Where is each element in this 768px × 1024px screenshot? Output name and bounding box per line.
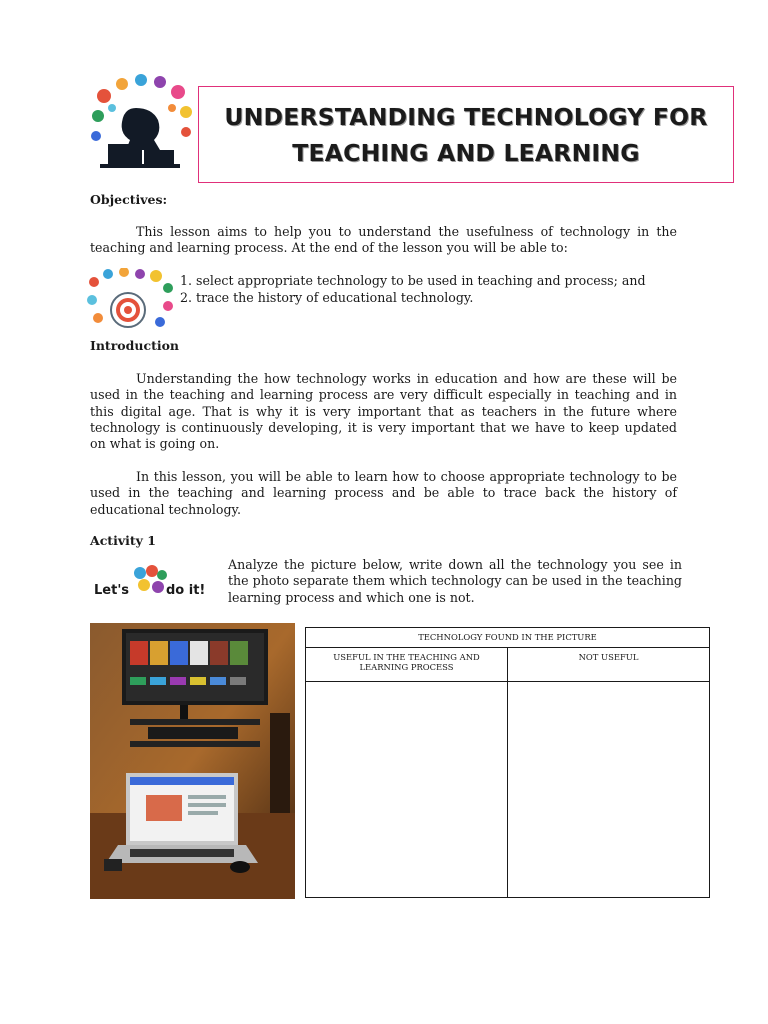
objectives-heading: Objectives: — [90, 192, 168, 207]
objectives-intro: This lesson aims to help you to understand the usefulness of technology in the teaching and learning process. At the end of the lesson you will be able to: — [90, 224, 677, 256]
title-line-1: UNDERSTANDING TECHNOLOGY FOR — [224, 102, 708, 131]
objective-item-2: 2. trace the history of educational technology. — [180, 289, 474, 305]
activity-instructions: Analyze the picture below, write down all the technology you see in the photo separate them which technology can be used in the teaching learning process and which one is not. — [228, 557, 682, 605]
objective-item-1: 1. select appropriate technology to be used in teaching and process; and — [180, 273, 646, 288]
badge-text-right: do it! — [166, 583, 206, 598]
introduction-heading: Introduction — [90, 338, 180, 353]
title-box — [198, 86, 734, 183]
not-useful-answer-cell[interactable] — [508, 682, 710, 898]
smiley-faces-icon — [132, 565, 168, 595]
activity-heading: Activity 1 — [90, 533, 156, 548]
table-title: TECHNOLOGY FOUND IN THE PICTURE — [306, 628, 710, 648]
useful-answer-cell[interactable] — [306, 682, 508, 898]
header-illustration — [86, 74, 196, 174]
objectives-list — [180, 273, 680, 306]
badge-text-left: Let's — [94, 583, 130, 598]
lets-do-it-badge — [90, 557, 218, 607]
technology-table — [305, 627, 710, 898]
introduction-paragraph-2: In this lesson, you will be able to learn how to choose appropriate technology to be used in the teaching and learning process and be able to trace back the history of educational technology. — [90, 469, 677, 517]
useful-column-header: USEFUL IN THE TEACHING AND LEARNING PROCESS — [306, 648, 508, 682]
target-illustration — [84, 268, 176, 334]
introduction-paragraph-1: Understanding the how technology works in education and how are these will be used in the teaching and learning process are very difficult especially in teaching and in this digital age. That is why it is very important that as teachers in the future where technology is continuously developing, it is very important that we have to keep updated on what is going on. — [90, 371, 677, 452]
title-line-2: TEACHING AND LEARNING — [292, 138, 640, 167]
not-useful-column-header: NOT USEFUL — [508, 648, 710, 682]
tv-laptop-photo — [90, 623, 295, 899]
